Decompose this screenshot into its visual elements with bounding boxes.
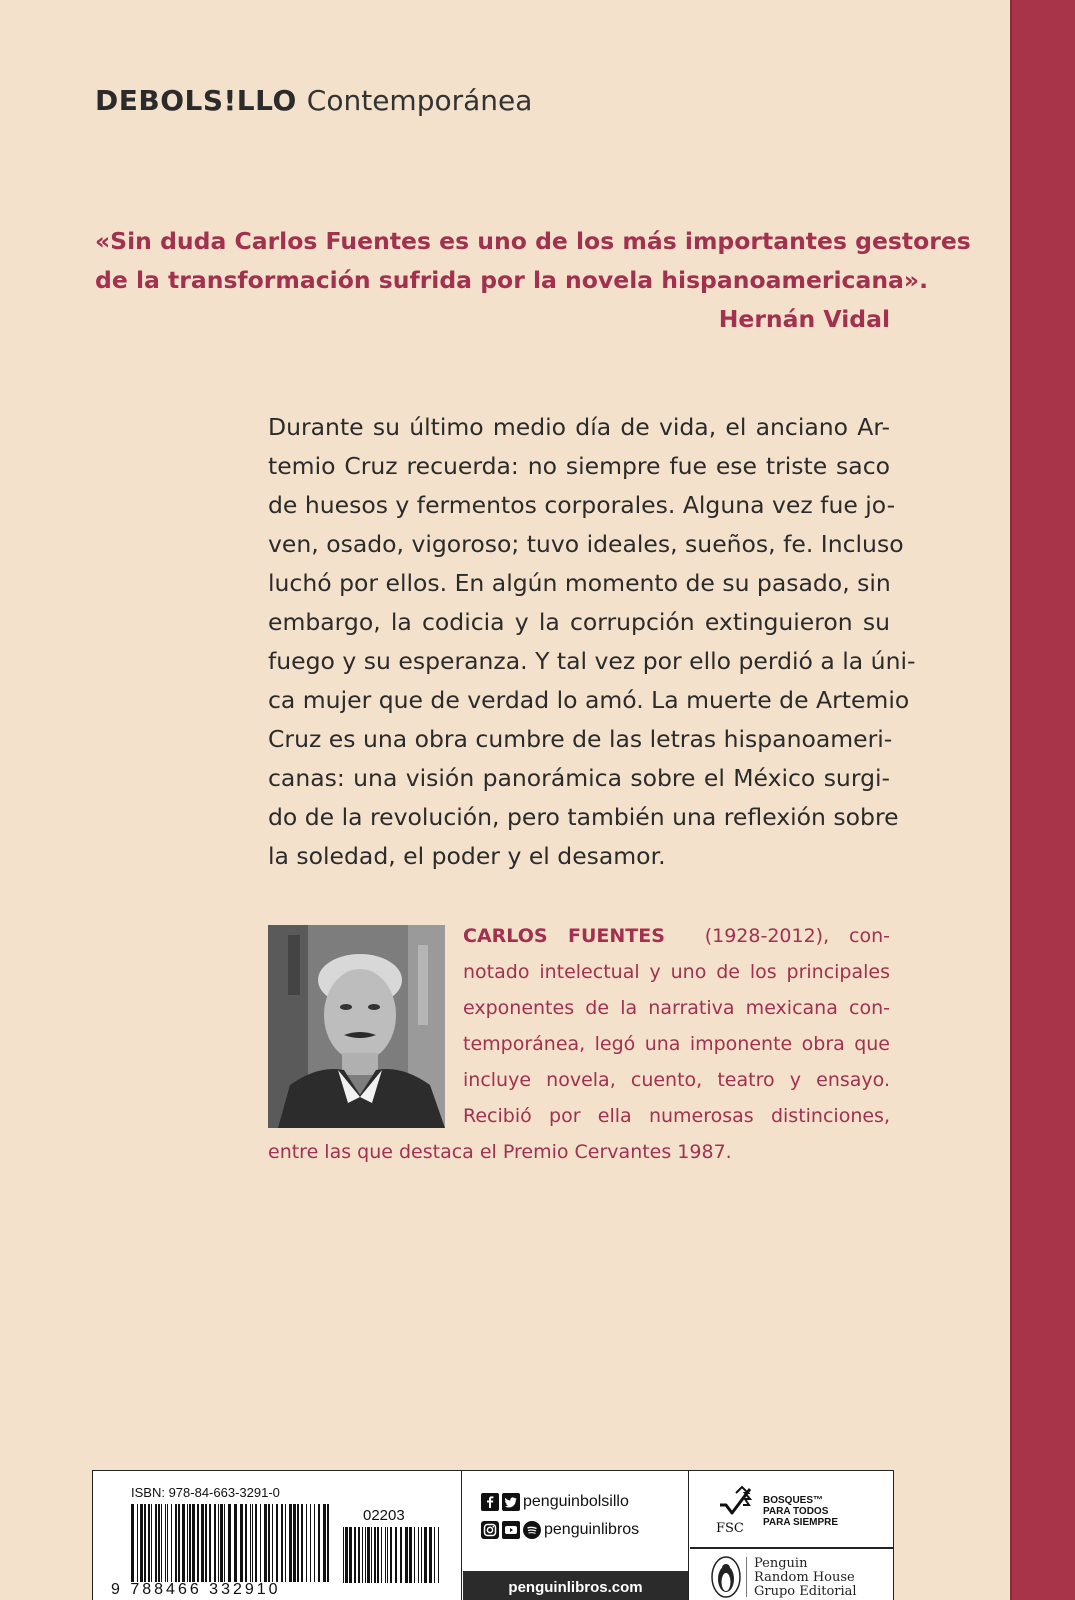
blurb-quote	[95, 222, 971, 339]
isbn-text: ISBN: 978-84-663-3291-0	[131, 1485, 280, 1500]
synopsis-line: canas: una visión panorámica sobre el México surgi-	[268, 764, 890, 792]
barcode-addon-icon	[343, 1527, 443, 1583]
synopsis-line: Durante su último medio día de vida, el anciano Ar-	[268, 413, 890, 441]
barcode-icon	[131, 1504, 331, 1582]
author-bio-line	[268, 918, 890, 954]
fsc-logo	[708, 1483, 883, 1543]
synopsis-line: luchó por ellos. En algún momento de su pasado, sin	[268, 569, 891, 597]
spotify-icon	[523, 1521, 541, 1539]
social-row-bolsillo[interactable]	[481, 1493, 629, 1511]
logos-panel	[690, 1471, 893, 1600]
fsc-slogan-line: BOSQUES™	[763, 1495, 824, 1506]
logo-divider	[690, 1547, 893, 1549]
footer-info-box	[92, 1470, 894, 1600]
social-panel	[463, 1471, 689, 1600]
facebook-icon	[481, 1493, 499, 1511]
synopsis-line: la soledad, el poder y el desamor.	[268, 842, 666, 870]
brand-logo-text: DEBOLS!LLO	[95, 84, 297, 117]
author-bio-line: entre las que destaca el Premio Cervantes 1987.	[268, 1141, 732, 1163]
penguin-icon	[710, 1555, 742, 1599]
quote-line-1: «Sin duda Carlos Fuentes es uno de los más importantes gestores	[95, 227, 971, 255]
synopsis-line: temio Cruz recuerda: no siempre fue ese triste saco	[268, 452, 890, 480]
spine-band	[1010, 0, 1075, 1600]
fsc-slogan-line: PARA SIEMPRE	[763, 1517, 839, 1528]
author-name: CARLOS FUENTES	[463, 925, 665, 947]
instagram-icon	[481, 1521, 499, 1539]
twitter-icon	[502, 1493, 520, 1511]
publisher-logo	[708, 1553, 883, 1600]
author-bio-line: exponentes de la narrativa mexicana con-	[463, 997, 890, 1019]
social-handle-libros: penguinlibros	[544, 1521, 640, 1538]
publisher-line: Random House	[754, 1570, 855, 1585]
author-bio-line: notado intelectual y uno de los principales	[463, 961, 890, 983]
author-bio	[268, 918, 890, 1170]
synopsis-line: ven, osado, vigoroso; tuvo ideales, sueños, fe. Incluso	[268, 530, 904, 558]
website-link[interactable]: penguinlibros.com	[463, 1571, 688, 1600]
author-bio-line: incluye novela, cuento, teatro y ensayo.	[463, 1069, 890, 1091]
synopsis-line: ca mujer que de verdad lo amó. La muerte de Artemio	[268, 686, 910, 714]
barcode-panel	[93, 1471, 462, 1600]
social-handle-bolsillo: penguinbolsillo	[523, 1493, 629, 1510]
fsc-slogan-line: PARA TODOS	[763, 1506, 829, 1517]
author-bio-line: temporánea, legó una imponente obra que	[463, 1033, 890, 1055]
series-heading	[95, 84, 532, 117]
social-row-libros[interactable]	[481, 1521, 639, 1539]
author-dates: (1928-2012), con-	[704, 925, 890, 947]
synopsis-line: do de la revolución, pero también una reflexión sobre	[268, 803, 899, 831]
quote-line-2: de la transformación sufrida por la novela hispanoamericana».	[95, 266, 929, 294]
synopsis	[268, 408, 916, 876]
publisher-name	[754, 1557, 857, 1599]
fsc-tree-icon	[712, 1483, 762, 1523]
collection-name: Contemporánea	[306, 84, 533, 117]
youtube-icon	[502, 1521, 520, 1539]
barcode-digits: 9 788466 332910	[111, 1581, 281, 1598]
author-bio-line: Recibió por ella numerosas distinciones,	[463, 1105, 890, 1127]
fsc-label: FSC	[716, 1521, 744, 1536]
synopsis-line: de huesos y fermentos corporales. Alguna vez fue jo-	[268, 491, 896, 519]
synopsis-line: embargo, la codicia y la corrupción extinguieron su	[268, 608, 890, 636]
fsc-slogan	[763, 1495, 838, 1528]
synopsis-line: fuego y su esperanza. Y tal vez por ello perdió a la úni-	[268, 647, 916, 675]
publisher-line: Grupo Editorial	[754, 1584, 857, 1599]
quote-author: Hernán Vidal	[718, 305, 890, 333]
publisher-line: Penguin	[754, 1556, 808, 1571]
barcode-addon-code: 02203	[363, 1507, 405, 1524]
publisher-separator	[746, 1557, 747, 1597]
synopsis-line: Cruz es una obra cumbre de las letras hispanoameri-	[268, 725, 893, 753]
